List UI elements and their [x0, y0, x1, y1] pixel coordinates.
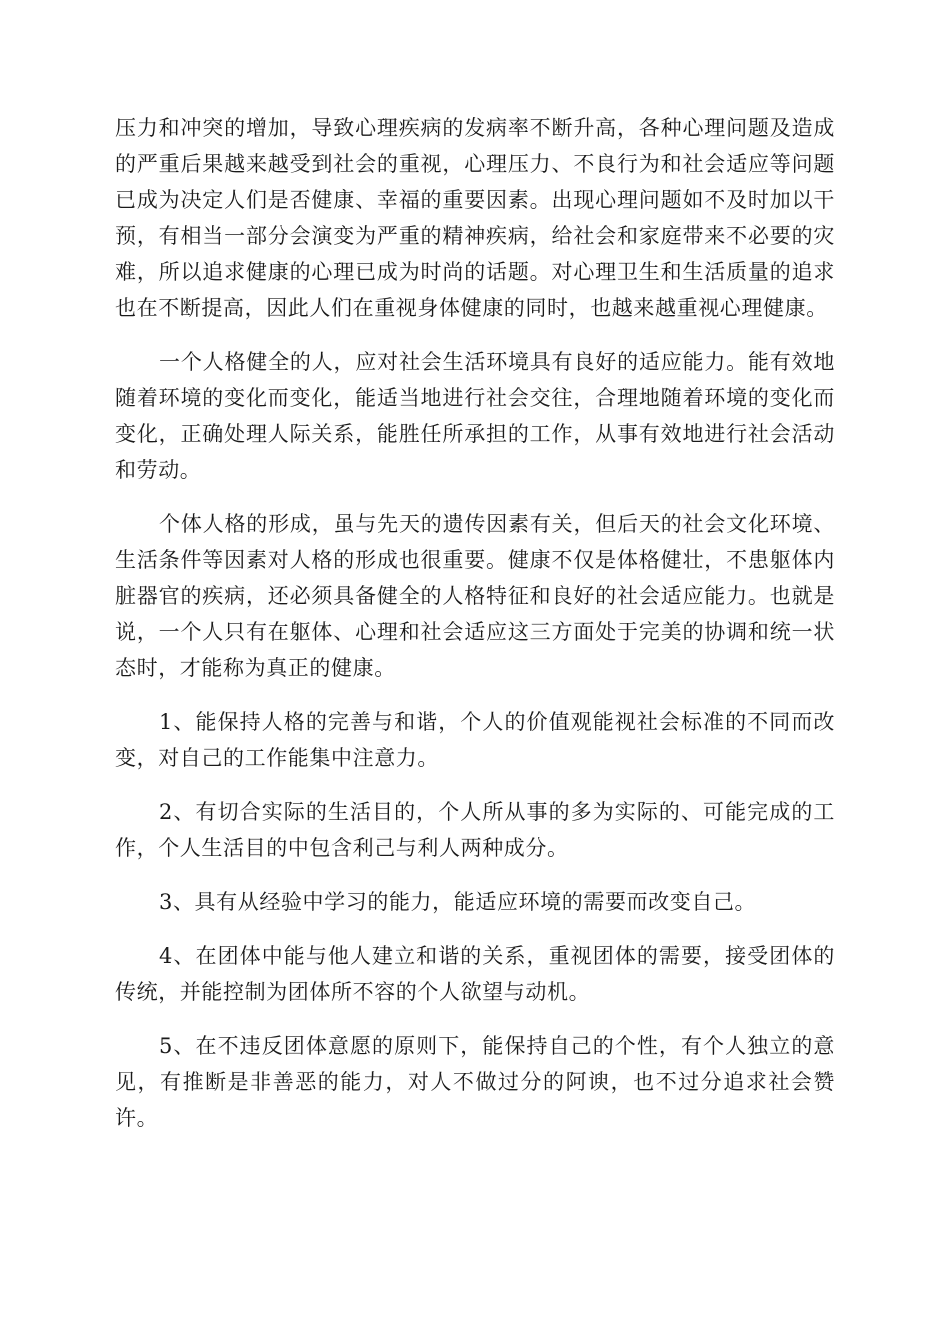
paragraph-personality-formation: 个体人格的形成，虽与先天的遗传因素有关，但后天的社会文化环境、生活条件等因素对人格的形成也很重要。健康不仅是体格健壮，不患躯体内脏器官的疾病，还必须具备健全的人格特征和良好的社会适应能力。也就是说，一个人只有在躯体、心理和社会适应这三方面处于完美的协调和统一状态时，才能称为真正的健康。 [115, 512, 835, 680]
list-item-2: 2、有切合实际的生活目的，个人所从事的多为实际的、可能完成的工作，个人生活目的中包含利己与利人两种成分。 [115, 800, 835, 860]
document-body [115, 110, 835, 1154]
list-item-5: 5、在不违反团体意愿的原则下，能保持自己的个性，有个人独立的意见，有推断是非善恶的能力，对人不做过分的阿谀，也不过分追求社会赞许。 [115, 1034, 835, 1130]
list-item-3: 3、具有从经验中学习的能力，能适应环境的需要而改变自己。 [159, 890, 757, 914]
list-item-4: 4、在团体中能与他人建立和谐的关系，重视团体的需要，接受团体的传统，并能控制为团体所不容的个人欲望与动机。 [115, 944, 835, 1004]
list-item-1: 1、能保持人格的完善与和谐，个人的价值观能视社会标准的不同而改变，对自己的工作能集中注意力。 [115, 710, 835, 770]
paragraph-personality-adaptation: 一个人格健全的人，应对社会生活环境具有良好的适应能力。能有效地随着环境的变化而变化，能适当地进行社会交往，合理地随着环境的变化而变化，正确处理人际关系，能胜任所承担的工作，从事有效地进行社会活动和劳动。 [115, 350, 835, 482]
paragraph-continued: 压力和冲突的增加，导致心理疾病的发病率不断升高，各种心理问题及造成的严重后果越来越受到社会的重视，心理压力、不良行为和社会适应等问题已成为决定人们是否健康、幸福的重要因素。出现心理问题如不及时加以干预，有相当一部分会演变为严重的精神疾病，给社会和家庭带来不必要的灾难，所以追求健康的心理已成为时尚的话题。对心理卫生和生活质量的追求也在不断提高，因此人们在重视身体健康的同时，也越来越重视心理健康。 [115, 116, 835, 320]
